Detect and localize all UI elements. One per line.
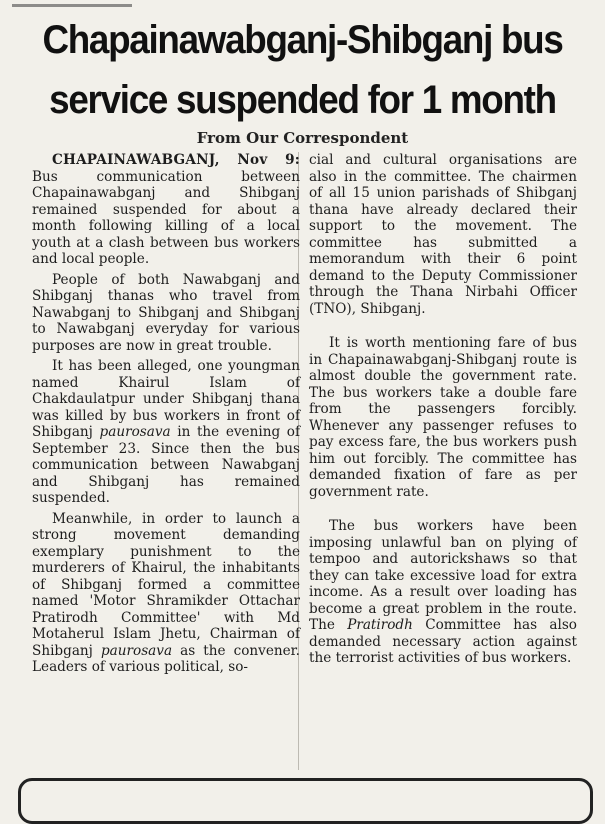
paragraph <box>32 358 300 507</box>
headline-line-2: service suspended for 1 month <box>49 78 556 122</box>
masthead-rule <box>12 4 132 7</box>
paragraph <box>32 152 300 268</box>
italic-term: paurosava <box>99 424 171 440</box>
article-column-right <box>309 152 577 667</box>
paragraph-text: in the evening of September 23. Since then the bus communication between Nawabganj and Shibganj has remained suspended. <box>32 424 300 506</box>
italic-term: Pratirodh <box>347 617 413 633</box>
paragraph-text: Committee has also demanded necessary action against the terrorist activities of bus workers. <box>309 617 577 666</box>
dateline: CHAPAINAWABGANJ, Nov 9: <box>52 152 300 168</box>
headline-line-1: Chapainawabganj-Shibganj bus <box>42 18 563 62</box>
paragraph <box>309 518 577 667</box>
paragraph: People of both Nawabganj and Shibganj thanas who travel from Nawabganj to Shibganj and Shibganj to Nawabganj everyday for various purposes are now in great trouble. <box>32 271 300 354</box>
paragraph: cial and cultural organisations are also in the committee. The chairmen of all 15 union parishads of Shibganj thana have already declared their support to the movement. The committee has submitted a memorandum with their 6 point demand to the Deputy Commissioner through the Thana Nirbahi Officer (TNO), Shibganj. <box>309 152 577 317</box>
byline: From Our Correspondent <box>196 129 409 147</box>
article-column-left <box>32 152 300 676</box>
paragraph-text: Bus communication between Chapainawabganj and Shibganj remained suspended for about a month following killing of a local youth at a clash between bus workers and local people. <box>32 168 300 267</box>
paragraph-text: Meanwhile, in order to launch a strong movement demanding exemplary punishment to the murderers of Khairul, the inhabitants of Shibganj formed a committee named 'Motor Shramikder Ottachar Pratirodh Committee' with Md Motaherul Islam Jhetu, Chairman of Shibganj <box>32 510 300 659</box>
paragraph-text: as the convener. Leaders of various political, so- <box>32 642 300 675</box>
paragraph <box>32 511 300 676</box>
next-article-box-border <box>18 778 593 824</box>
paragraph-text: The bus workers have been imposing unlawful ban on plying of tempoo and autorickshaws so that they can take excessive load for extra income. As a result over loading has become a great problem in the route. The <box>309 518 577 633</box>
paragraph: It is worth mentioning fare of bus in Chapainawabganj-Shibganj route is almost double the government rate. The bus workers take a double fare from the passengers forcibly. Whenever any passenger refuses to pay excess fare, the bus workers push him out forcibly. The committee has demanded fixation of fare as per government rate. <box>309 335 577 500</box>
italic-term: paurosava <box>100 642 173 659</box>
paragraph-text: It has been alleged, one youngman named Khairul Islam of Chakdaulatpur under Shibganj thana was killed by bus workers in front of Shibganj <box>32 358 300 440</box>
